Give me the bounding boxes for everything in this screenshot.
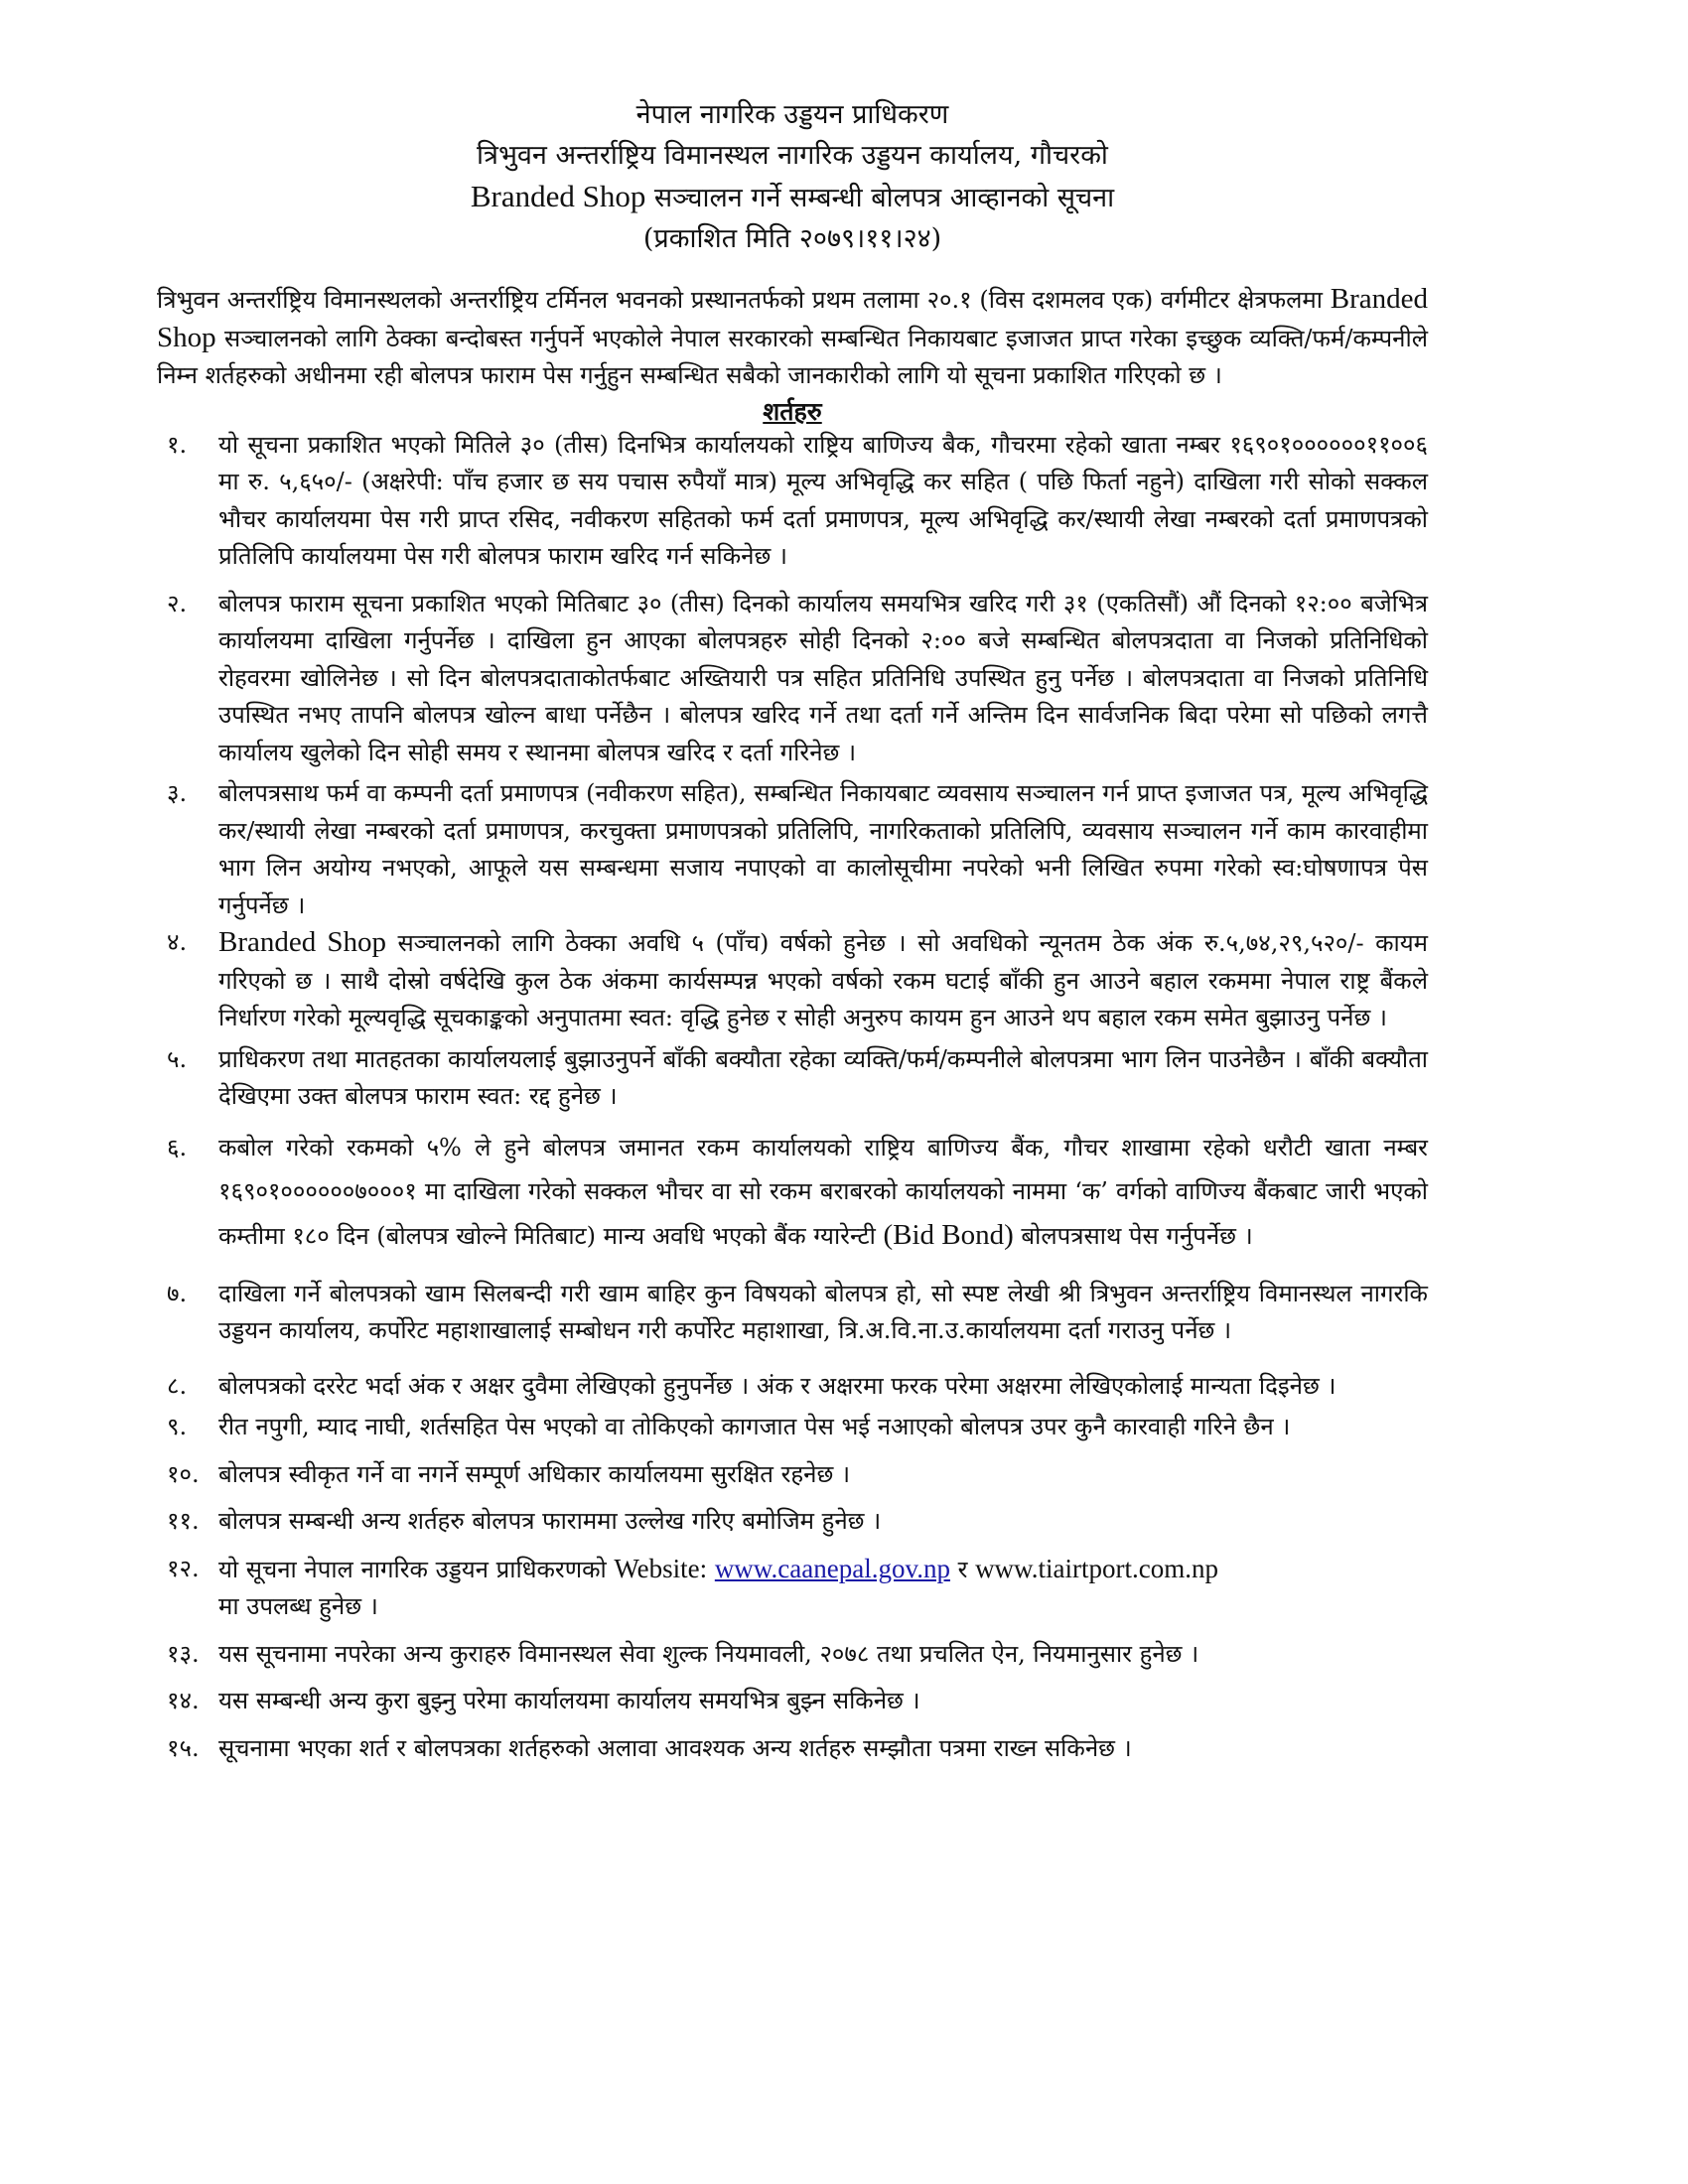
condition-number: १५. <box>167 1733 200 1762</box>
notice-title-text: सञ्चालन गर्ने सम्बन्धी बोलपत्र आव्हानको सूचना <box>645 183 1115 213</box>
condition-text-a: यो सूचना नेपाल नागरिक उड्डयन प्राधिकरणको <box>218 1555 615 1583</box>
condition-text <box>218 1126 1428 1258</box>
condition-text-rest: सञ्चालनको लागि ठेक्का अवधि ५ (पाँच) वर्षको हुनेछ । सो अवधिको न्यूनतम ठेक अंक रु.५,७४,२९,५२०/- कायम गरिएको छ । साथै दोस्रो वर्षदेखि कुल ठेक अंकमा कार्यसम्पन्न भएको वर्षको रकम घटाई बाँकी हुन आउने बहाल रकममा नेपाल राष्ट्र बैंकले निर्धारण गरेको मूल्यवृद्धि सूचकाङ्कको अनुपातमा स्वत: वृद्धि हुनेछ र सोही अनुरुप कायम हुन आउने थप बहाल रकम समेत बुझाउनु पर्नेछ । <box>218 929 1429 1031</box>
condition-item <box>157 586 1428 772</box>
condition-number: १. <box>167 430 188 459</box>
condition-item <box>157 1126 1428 1258</box>
notice-title <box>157 176 1428 218</box>
condition-text: बोलपत्रसाथ फर्म वा कम्पनी दर्ता प्रमाणपत्र (नवीकरण सहित), सम्बन्धित निकायबाट व्यवसाय सञ्चालन गर्न प्राप्त इजाजत पत्र, मूल्य अभिवृद्धि कर/स्थायी लेखा नम्बरको दर्ता प्रमाणपत्र, करचुक्ता प्रमाणपत्रको प्रतिलिपि, नागरिकताको प्रतिलिपि, व्यवसाय सञ्चालन गर्ने काम कारवाहीमा भाग लिन अयोग्य नभएको, आफूले यस सम्बन्धमा सजाय नपाएको वा कालोसूचीमा नपरेको भनी लिखित रुपमा गरेको स्व:घोषणापत्र पेस गर्नुपर्नेछ । <box>218 779 1428 919</box>
condition-text-a: कबोल गरेको रकमको ५% ले हुने बोलपत्र जमानत रकम कार्यालयको राष्ट्रिय बाणिज्य बैंक, गौचर शाखामा रहेको धरौटी खाता नम्बर १६९०१००००००७०००१ मा दाखिला गरेको सक्कल भौचर वा सो रकम बराबरको कार्यालयको नाममा ‘क’ वर्गको वाणिज्य बैंकबाट जारी भएको कम्तीमा १८० दिन (बोलपत्र खोल्ने मितिबाट) मान्य अवधि भएको बैंक ग्यारेन्टी <box>218 1133 1428 1250</box>
org-name: नेपाल नागरिक उड्डयन प्राधिकरण <box>635 99 949 130</box>
office-name: त्रिभुवन अन्तर्राष्ट्रिय विमानस्थल नागरिक उड्डयन कार्यालय, गौचरको <box>477 140 1108 171</box>
condition-item <box>157 1683 1428 1720</box>
condition-number: ३. <box>167 779 188 807</box>
intro-text-2: सञ्चालनको लागि ठेक्का बन्दोबस्त गर्नुपर्ने भएकोले नेपाल सरकारको सम्बन्धित निकायबाट इजाजत प्राप्त गरेका इच्छुक व्यक्ति/फर्म/कम्पनीले निम्न शर्तहरुको अधीनमा रही बोलपत्र फाराम पेस गर्नुहुन सम्बन्धित सबैको जानकारीको लागि यो सूचना प्रकाशित गरिएको छ । <box>157 324 1428 389</box>
condition-item <box>157 1503 1428 1541</box>
condition-number: १४. <box>167 1687 200 1714</box>
tiairport-url: www.tiairtport.com.np <box>975 1553 1219 1583</box>
intro-paragraph <box>157 281 1428 395</box>
condition-item <box>157 1409 1428 1446</box>
notice-page <box>157 94 1428 1767</box>
conditions-heading: शर्तहरु <box>763 396 822 426</box>
conjunction: र <box>949 1555 976 1583</box>
condition-text: बोलपत्रको दररेट भर्दा अंक र अक्षर दुवैमा लेखिएको हुनुपर्नेछ । अंक र अक्षरमा फरक परेमा अक्षरमा लेखिएकोलाई मान्यता दिइनेछ । <box>218 1371 1336 1400</box>
condition-number: ६. <box>167 1133 188 1161</box>
notice-header <box>157 94 1428 259</box>
condition-item <box>157 1636 1428 1674</box>
condition-item <box>157 427 1428 576</box>
condition-number: ७. <box>167 1279 188 1307</box>
condition-text: प्राधिकरण तथा मातहतका कार्यालयलाई बुझाउनुपर्ने बाँकी बक्यौता रहेका व्यक्ति/फर्म/कम्पनीले बोलपत्रमा भाग लिन पाउनेछैन । बाँकी बक्यौता देखिएमा उक्त बोलपत्र फाराम स्वत: रद्द हुनेछ । <box>218 1044 1428 1110</box>
condition-brand: Branded Shop <box>218 926 386 958</box>
conditions-list <box>157 427 1428 1768</box>
condition-number: ९. <box>167 1413 188 1440</box>
condition-text: रीत नपुगी, म्याद नाघी, शर्तसहित पेस भएको वा तोकिएको कागजात पेस भई नआएको बोलपत्र उपर कुनै कारवाही गरिने छैन । <box>218 1413 1291 1440</box>
condition-text: यो सूचना प्रकाशित भएको मितिले ३० (तीस) दिनभित्र कार्यालयको राष्ट्रिय बाणिज्य बैक, गौचरमा रहेको खाता नम्बर १६९०१००००००११००६ मा रु. ५,६५०/- (अक्षरेपी: पाँच हजार छ सय पचास रुपैयाँ मात्र) मूल्य अभिवृद्धि कर सहित ( पछि फिर्ता नहुने) दाखिला गरी सोको सक्कल भौचर कार्यालयमा पेस गरी प्राप्त रसिद, नवीकरण सहितको फर्म दर्ता प्रमाणपत्र, मूल्य अभिवृद्धि कर/स्थायी लेखा नम्बरको दर्ता प्रमाणपत्रको प्रतिलिपि कार्यालयमा पेस गरी बोलपत्र फाराम खरिद गर्न सकिनेछ । <box>218 430 1428 570</box>
condition-number: २. <box>167 589 188 617</box>
condition-number: १२. <box>167 1554 200 1582</box>
website-label: Website: <box>614 1553 708 1583</box>
condition-number: १३. <box>167 1639 200 1668</box>
condition-text <box>218 924 1428 1037</box>
condition-item <box>157 924 1428 1037</box>
publish-date: (प्रकाशित मिति २०७९।११।२४) <box>642 223 942 254</box>
condition-item <box>157 1276 1428 1350</box>
condition-text: बोलपत्र स्वीकृत गर्ने वा नगर्ने सम्पूर्ण अधिकार कार्यालयमा सुरक्षित रहनेछ । <box>218 1459 851 1488</box>
intro-brand: Branded Shop <box>157 283 1428 353</box>
condition-number: ४. <box>167 928 188 956</box>
condition-item <box>157 775 1428 924</box>
condition-text-b: मा उपलब्ध हुनेछ । <box>218 1592 378 1620</box>
condition-item <box>157 1368 1428 1406</box>
condition-text: बोलपत्र सम्बन्धी अन्य शर्तहरु बोलपत्र फाराममा उल्लेख गरिए बमोजिम हुनेछ । <box>218 1507 882 1535</box>
notice-title-brand: Branded Shop <box>470 179 646 213</box>
condition-item <box>157 1551 1428 1626</box>
condition-text: सूचनामा भएका शर्त र बोलपत्रका शर्तहरुको अलावा आवश्यक अन्य शर्तहरु सम्झौता पत्रमा राख्न सकिनेछ । <box>218 1733 1132 1762</box>
caanepal-link[interactable]: www.caanepal.gov.np <box>714 1553 950 1583</box>
condition-number: ११. <box>167 1507 200 1535</box>
condition-item <box>157 1041 1428 1116</box>
condition-text: दाखिला गर्ने बोलपत्रको खाम सिलबन्दी गरी खाम बाहिर कुन विषयको बोलपत्र हो, सो स्पष्ट लेखी श्री त्रिभुवन अन्तर्राष्ट्रिय विमानस्थल नागरकि उड्डयन कार्यालय, कर्पोरेट महाशाखालाई सम्बोधन गरी कर्पोरेट महाशाखा, त्रि.अ.वि.ना.उ.कार्यालयमा दर्ता गराउनु पर्नेछ । <box>218 1279 1428 1344</box>
condition-number: १०. <box>167 1459 200 1488</box>
condition-text-b: बोलपत्रसाथ पेस गर्नुपर्नेछ । <box>1013 1221 1253 1250</box>
condition-number: ५. <box>167 1044 188 1073</box>
condition-text: यस सूचनामा नपरेका अन्य कुराहरु विमानस्थल सेवा शुल्क नियमावली, २०७८ तथा प्रचलित ऐन, नियमानुसार हुनेछ । <box>218 1639 1199 1668</box>
bid-bond-label: (Bid Bond) <box>883 1218 1014 1251</box>
condition-text <box>218 1551 1428 1626</box>
condition-item <box>157 1730 1428 1768</box>
condition-item <box>157 1456 1428 1494</box>
condition-number: ८. <box>167 1371 188 1400</box>
intro-text-1: त्रिभुवन अन्तर्राष्ट्रिय विमानस्थलको अन्तर्राष्ट्रिय टर्मिनल भवनको प्रस्थानतर्फको प्रथम तलामा २०.१ (विस दशमलव एक) वर्गमीटर क्षेत्रफलमा <box>157 286 1331 314</box>
condition-text: बोलपत्र फाराम सूचना प्रकाशित भएको मितिबाट ३० (तीस) दिनको कार्यालय समयभित्र खरिद गरी ३१ (एकतिसौं) औं दिनको १२:०० बजेभित्र कार्यालयमा दाखिला गर्नुपर्नेछ । दाखिला हुन आएका बोलपत्रहरु सोही दिनको २:०० बजे सम्बन्धित बोलपत्रदाता वा निजको प्रतिनिधिको रोहवरमा खोलिनेछ । सो दिन बोलपत्रदाताकोतर्फबाट अख्तियारी पत्र सहित प्रतिनिधि उपस्थित हुनु पर्नेछ । बोलपत्रदाता वा निजको प्रतिनिधि उपस्थित नभए तापनि बोलपत्र खोल्न बाधा पर्नेछैन । बोलपत्र खरिद गर्ने तथा दर्ता गर्ने अन्तिम दिन सार्वजनिक बिदा परेमा सो पछिको लगत्तै कार्यालय खुलेको दिन सोही समय र स्थानमा बोलपत्र खरिद र दर्ता गरिनेछ । <box>218 589 1428 766</box>
condition-text: यस सम्बन्धी अन्य कुरा बुझ्नु परेमा कार्यालयमा कार्यालय समयभित्र बुझ्न सकिनेछ । <box>218 1687 920 1714</box>
